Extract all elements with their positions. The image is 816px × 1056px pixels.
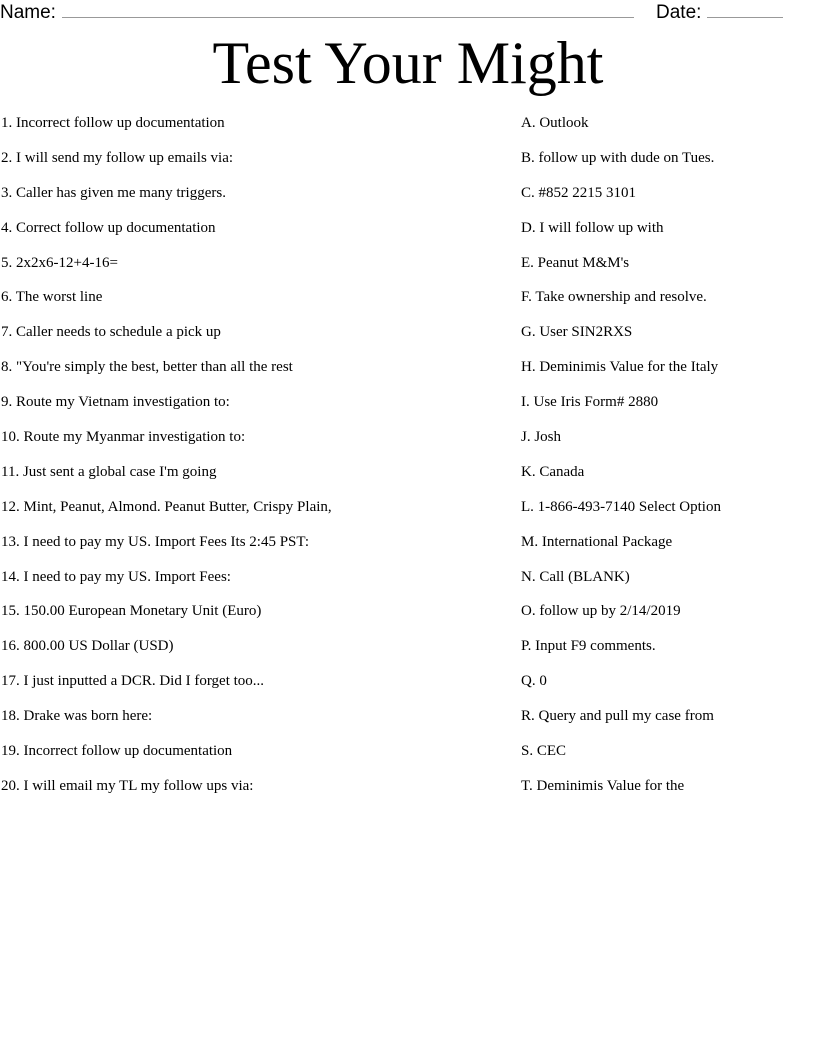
answer-item: P. Input F9 comments. [521,638,656,655]
answer-item: S. CEC [521,743,567,760]
question-item: 18. Drake was born here: [1,708,153,725]
name-field[interactable] [0,0,634,24]
page-title: Test Your Might [212,30,604,96]
question-item: 11. Just sent a global case I'm going [1,463,217,480]
question-item: 13. I need to pay my US. Import Fees Its 2:45 PST: [1,533,309,550]
question-item: 2. I will send my follow up emails via: [1,149,234,166]
answer-item: F. Take ownership and resolve. [521,289,707,306]
answer-item: L. 1-866-493-7140 Select Option [521,498,721,515]
answer-item: J. Josh [521,429,562,446]
question-item: 14. I need to pay my US. Import Fees: [1,568,231,585]
question-item: 16. 800.00 US Dollar (USD) [1,638,174,655]
question-item: 7. Caller needs to schedule a pick up [1,324,221,341]
answer-item: C. #852 2215 3101 [521,184,637,201]
date-label: Date: [656,2,702,23]
question-item: 6. The worst line [1,289,103,306]
answer-item: M. International Package [521,533,673,550]
question-item: 1. Incorrect follow up documentation [1,115,225,131]
date-blank-line[interactable] [707,0,783,18]
answers-column [521,113,721,811]
answer-item: D. I will follow up with [521,219,664,236]
question-item: 8. "You're simply the best, better than all the rest [1,359,293,376]
answer-item: A. Outlook [521,115,589,131]
question-item: 15. 150.00 European Monetary Unit (Euro) [1,603,262,620]
question-item: 12. Mint, Peanut, Almond. Peanut Butter, Crispy Plain, [1,498,332,515]
answer-item: I. Use Iris Form# 2880 [521,394,659,411]
question-item: 10. Route my Myanmar investigation to: [1,429,246,446]
question-item: 9. Route my Vietnam investigation to: [1,394,230,411]
answer-item: R. Query and pull my case from [521,708,714,725]
question-item: 3. Caller has given me many triggers. [1,184,226,201]
name-label: Name: [0,2,56,23]
questions-column [1,113,332,811]
question-item: 4. Correct follow up documentation [1,219,216,236]
answer-item: G. User SIN2RXS [521,324,633,341]
name-blank-line[interactable] [62,0,634,18]
question-item: 5. 2x2x6-12+4-16= [1,254,118,271]
answer-item: E. Peanut M&M's [521,254,630,271]
question-item: 17. I just inputted a DCR. Did I forget too... [1,673,265,690]
answer-item: N. Call (BLANK) [521,568,630,585]
question-item: 20. I will email my TL my follow ups via: [1,777,254,794]
answer-item: H. Deminimis Value for the Italy [521,359,719,376]
answer-item: B. follow up with dude on Tues. [521,149,715,166]
question-item: 19. Incorrect follow up documentation [1,743,233,760]
answer-item: Q. 0 [521,673,547,690]
answer-item: K. Canada [521,463,585,480]
date-field[interactable] [656,0,783,24]
answer-item: O. follow up by 2/14/2019 [521,603,681,620]
answer-item: T. Deminimis Value for the [521,777,685,794]
